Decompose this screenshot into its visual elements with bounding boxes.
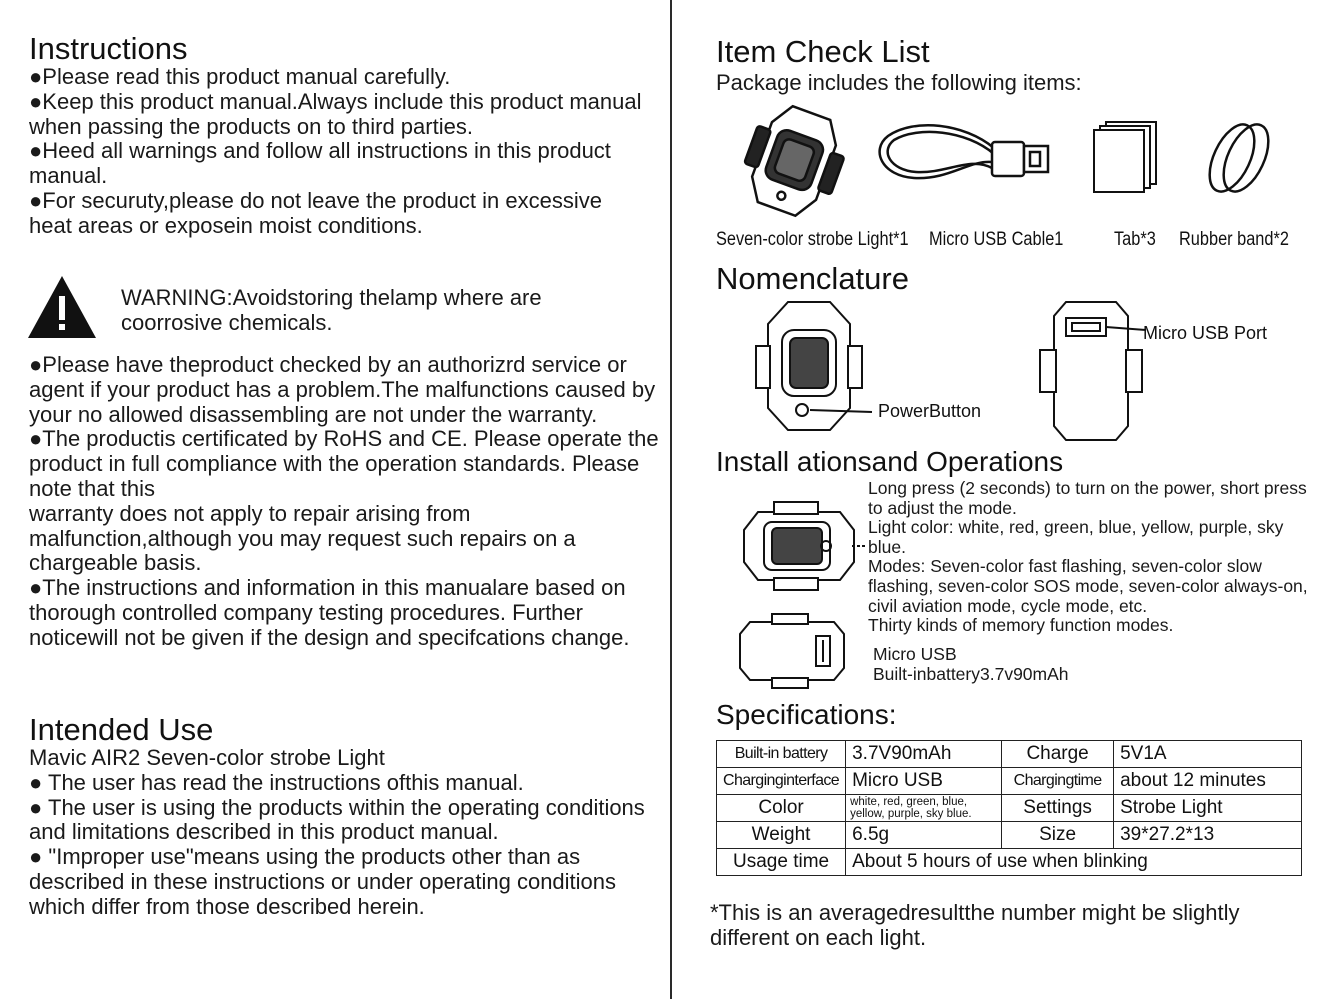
spec-value: 39*27.2*13 <box>1114 822 1302 849</box>
spec-value: about 12 minutes <box>1114 768 1302 795</box>
rubber-band-icon <box>1198 118 1282 198</box>
nomenclature-title: Nomenclature <box>716 261 909 296</box>
table-row <box>717 849 1302 876</box>
footnote: *This is an averagedresultthe number might be slightly different on each light. <box>710 900 1240 950</box>
spec-label: Charginginterface <box>717 768 846 795</box>
table-row <box>717 822 1302 849</box>
table-row <box>717 741 1302 768</box>
spec-label: Chargingtime <box>1002 768 1114 795</box>
spec-label: Size <box>1002 822 1114 849</box>
table-row <box>717 795 1302 822</box>
intended-item: ● The user is using the products within the operating conditions and limitations described in this product manual. <box>29 794 645 845</box>
instruction-item: ●Heed all warnings and follow all instructions in this product manual. <box>29 138 611 189</box>
light-side-diagram <box>740 500 866 592</box>
spec-label: Settings <box>1002 795 1114 822</box>
page-divider <box>670 0 672 999</box>
install-instructions <box>868 479 1318 636</box>
intended-item: Mavic AIR2 Seven-color strobe Light <box>29 745 385 770</box>
intended-use-title: Intended Use <box>29 712 214 747</box>
charge-item: Built-inbattery3.7v90mAh <box>873 663 1069 684</box>
charge-info <box>873 645 1069 684</box>
intended-item: ● "Improper use"means using the products other than as described in these instructions or under operating conditions which differ from those described herein. <box>29 844 617 919</box>
spec-label: Weight <box>717 822 846 849</box>
light-back-diagram <box>1036 300 1146 442</box>
usb-cable-icon <box>874 118 1056 196</box>
spec-value: 3.7V90mAh <box>846 741 1002 768</box>
install-item: Thirty kinds of memory function modes. <box>868 615 1174 636</box>
install-item: Modes: Seven-color fast flashing, seven-color slow flashing, seven-color SOS mode, seven-color always-on, civil aviation mode, cycle mode, etc. <box>868 556 1308 616</box>
install-title: Install ationsand Operations <box>716 446 1064 477</box>
table-row <box>717 768 1302 795</box>
spec-label: Usage time <box>717 849 846 876</box>
instructions-title: Instructions <box>29 31 188 66</box>
item-check-title: Item Check List <box>716 34 930 69</box>
label-micro-usb-port: Micro USB Port <box>1143 323 1268 343</box>
spec-value: white, red, green, blue, yellow, purple, sky blue. <box>846 795 1002 822</box>
note-item: ●The instructions and information in this manualare based on thorough controlled company testing procedures. Further noticewill not be given if the design and specifcations change. <box>29 575 630 650</box>
notes-list <box>29 353 659 651</box>
note-item: ●The productis certificated by RoHS and CE. Please operate the product in full compliance with the operation standards. Please note that this <box>29 426 659 501</box>
item-label-rubber-band: Rubber band*2 <box>1179 229 1289 250</box>
item-label-strobe: Seven-color strobe Light*1 <box>716 229 909 250</box>
light-front-diagram <box>754 300 864 432</box>
spec-value: About 5 hours of use when blinking <box>846 849 1302 876</box>
intended-use-list <box>29 746 649 920</box>
instructions-list <box>29 65 649 239</box>
note-item: warranty does not apply to repair arising from malfunction,although you may request such repairs on a chargeable basis. <box>29 500 576 576</box>
spec-value: 6.5g <box>846 822 1002 849</box>
tab-icon <box>1092 118 1162 194</box>
item-label-tab: Tab*3 <box>1114 229 1156 250</box>
instruction-item: ●Please read this product manual carefully. <box>29 64 451 89</box>
spec-label: Built-in battery <box>717 741 846 768</box>
specifications-title: Specifications: <box>716 699 897 730</box>
spec-label: Color <box>717 795 846 822</box>
spec-value: Strobe Light <box>1114 795 1302 822</box>
label-power-button: PowerButton <box>878 401 982 421</box>
instruction-item: ●Keep this product manual.Always include this product manual when passing the products on to third parties. <box>29 88 642 139</box>
item-label-cable: Micro USB Cable1 <box>929 229 1064 250</box>
install-item: Light color: white, red, green, blue, yellow, purple, sky blue. <box>868 517 1284 557</box>
strobe-light-icon <box>744 102 844 220</box>
install-item: Long press (2 seconds) to turn on the power, short press to adjust the mode. <box>868 478 1307 518</box>
specifications-table <box>716 740 1302 876</box>
spec-value: 5V1A <box>1114 741 1302 768</box>
warning-text: WARNING:Avoidstoring thelamp where are coorrosive chemicals. <box>121 285 542 335</box>
spec-value: Micro USB <box>846 768 1002 795</box>
note-item: ●Please have theproduct checked by an authorizrd service or agent if your product has a problem.The malfunctions caused by your no allowed disassembling are not under the warranty. <box>29 352 656 427</box>
warning-icon <box>28 276 96 338</box>
charge-item: Micro USB <box>873 644 957 664</box>
instruction-item: ●For securuty,please do not leave the product in excessive heat areas or exposein moist conditions. <box>29 187 602 238</box>
light-usb-side-diagram <box>736 612 848 690</box>
item-check-subtitle: Package includes the following items: <box>716 70 1082 95</box>
intended-item: ● The user has read the instructions ofthis manual. <box>29 769 524 795</box>
spec-label: Charge <box>1002 741 1114 768</box>
